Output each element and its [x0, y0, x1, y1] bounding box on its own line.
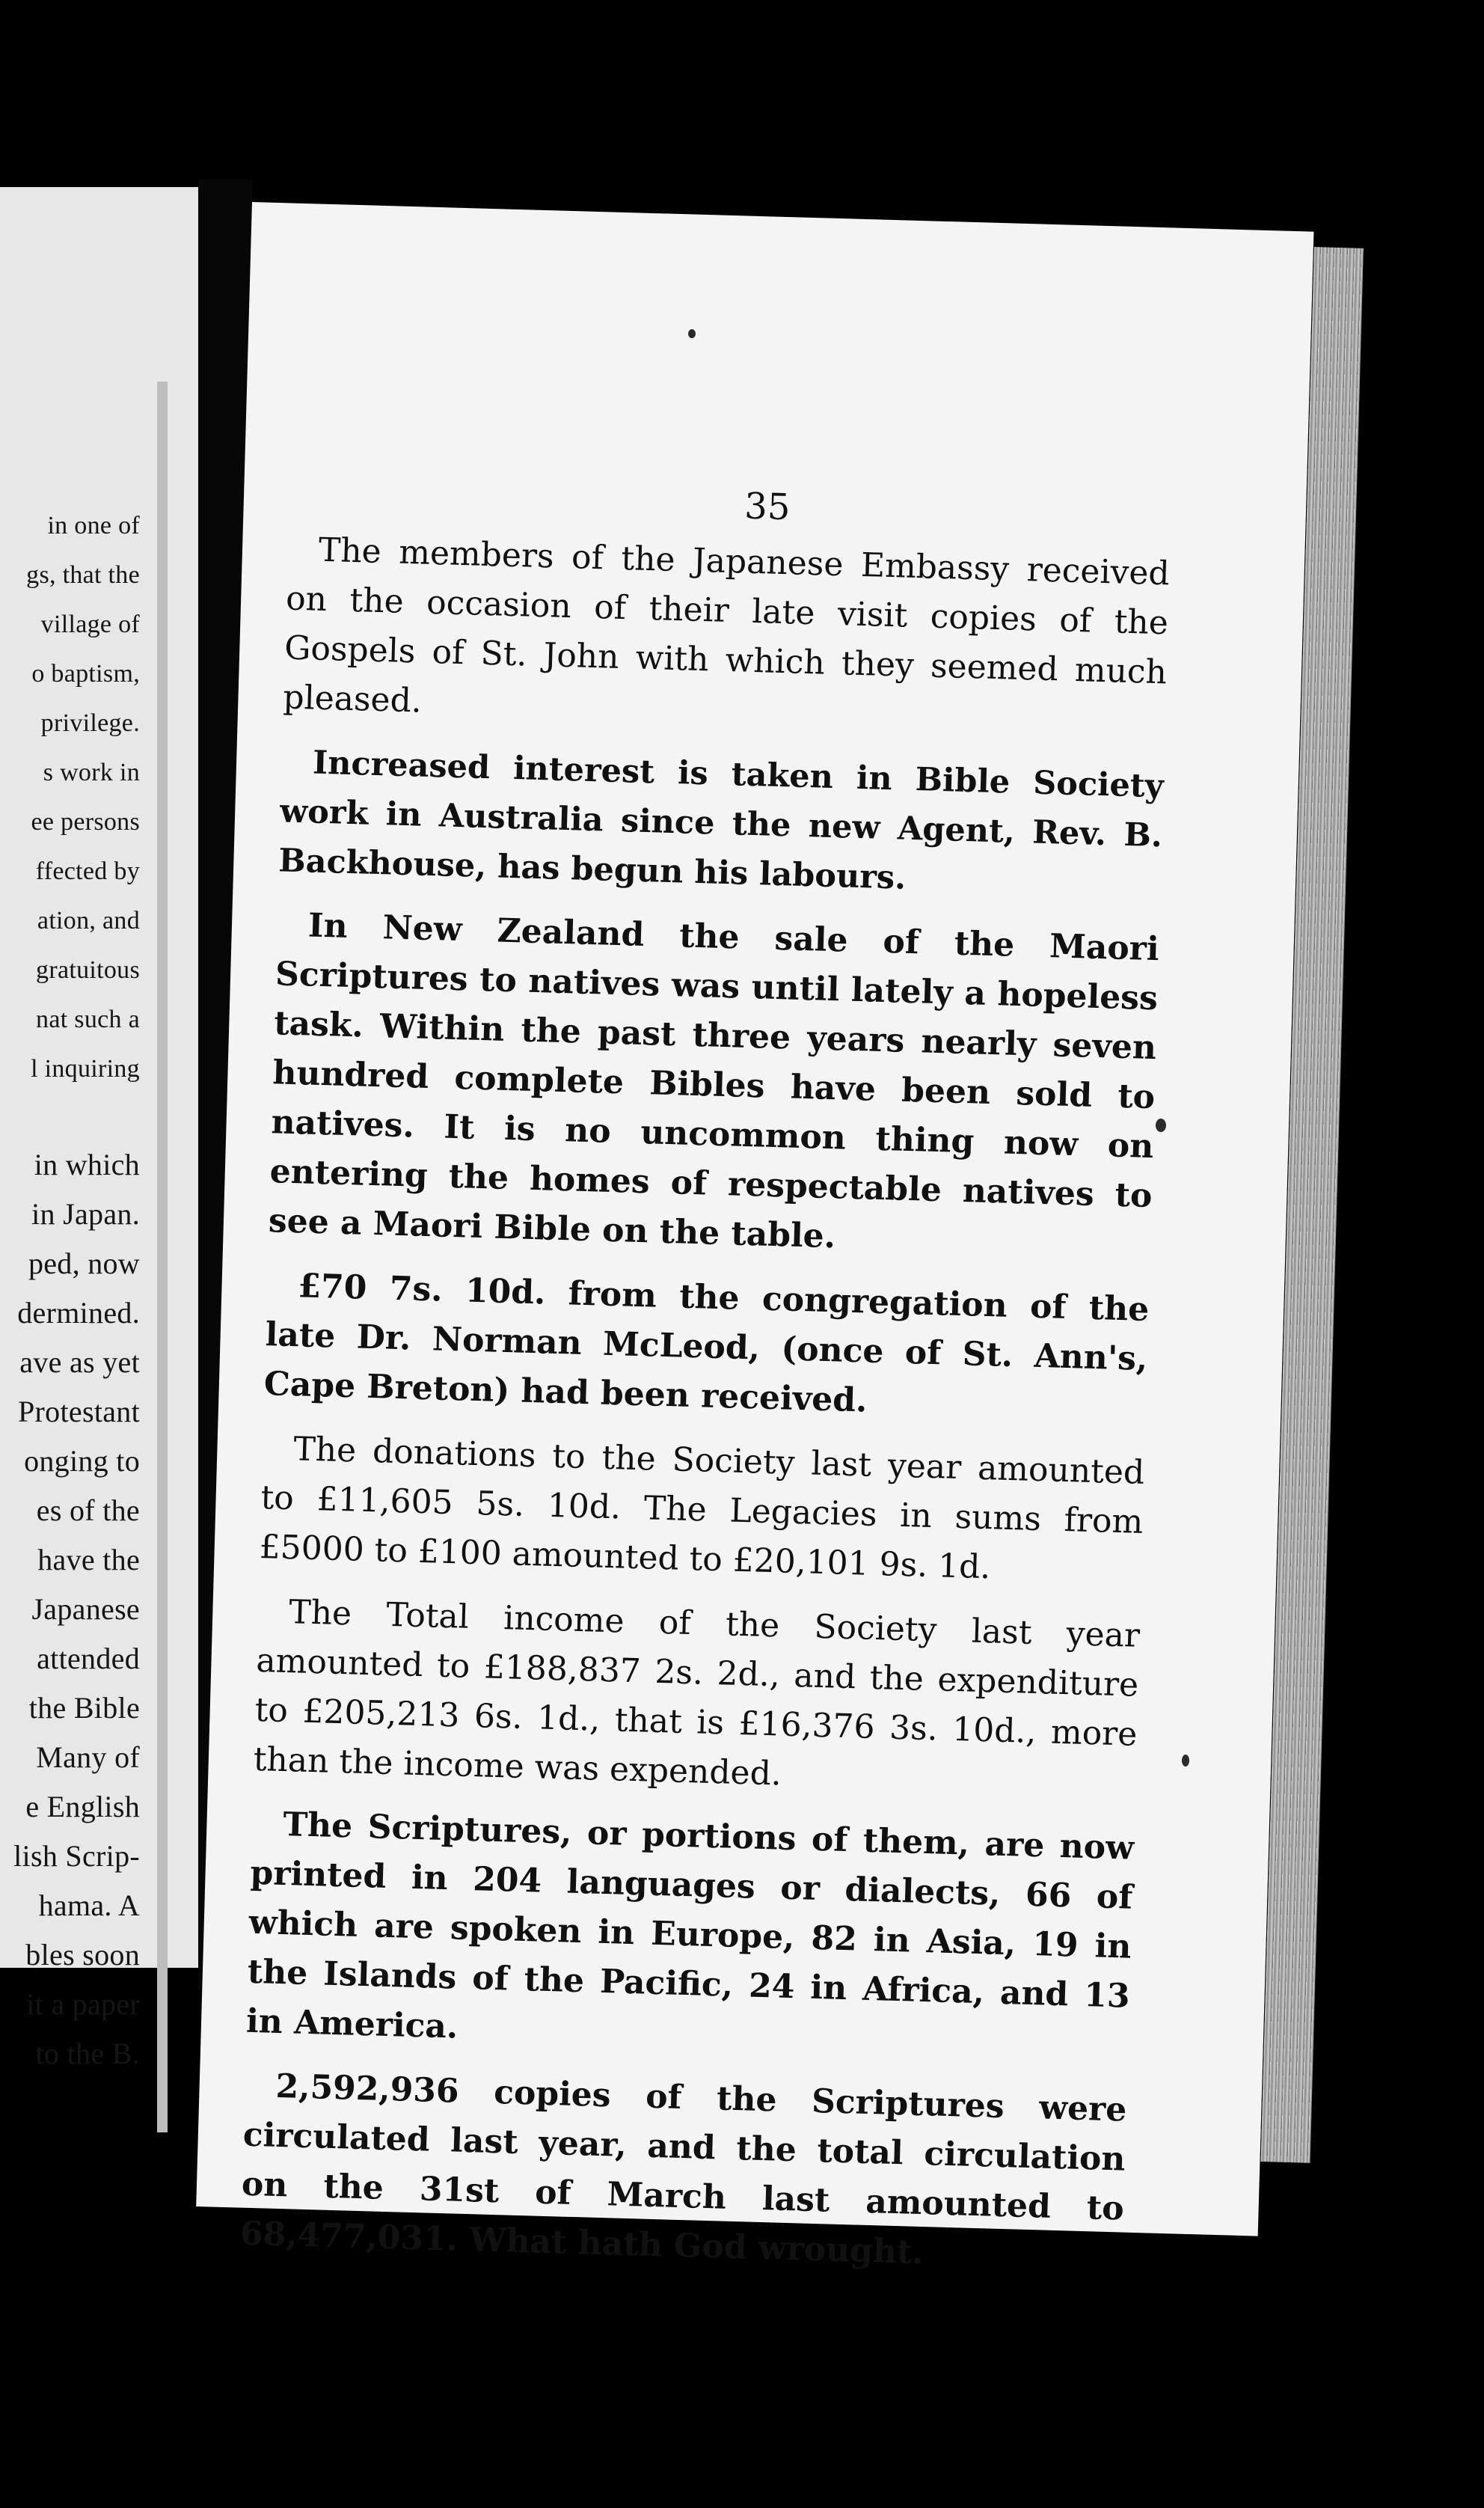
right-page: [196, 202, 1313, 2272]
left-line: Protestant: [18, 1395, 140, 1428]
left-line: have the: [37, 1543, 140, 1576]
left-page-text-top: [0, 501, 140, 2079]
left-facing-page: [0, 187, 198, 2070]
paragraph-new-zealand: In New Zealand the sale of the Maori Scriptures to natives was until lately a hopeless task. Within the past three years nearly seven hundred complete Bibles have been sold to natives. It is no uncommon thing now on entering the homes of respectable natives to see a Maori Bible on the table.: [268, 906, 1160, 1256]
film-speck: [1156, 1119, 1166, 1132]
left-line: ped, now: [28, 1247, 140, 1280]
page-curl-highlight: [157, 382, 168, 2132]
left-line: ffected by: [35, 857, 140, 885]
left-line: ee persons: [31, 808, 140, 836]
left-line: ation, and: [37, 907, 140, 935]
left-line: es of the: [36, 1493, 140, 1527]
left-line: Japanese: [31, 1592, 140, 1626]
paragraph-donations: The donations to the Society last year amounted to £11,605 5s. 10d. The Legacies in sums from £5000 to £100 amounted to £20,101 9s. 1d.: [259, 1430, 1145, 1587]
left-line: s work in: [43, 759, 140, 786]
left-line: Many of: [36, 1740, 140, 1774]
left-line: in which: [34, 1148, 140, 1181]
left-line: attended: [37, 1642, 140, 1675]
left-line: to the B.: [35, 2037, 140, 2070]
film-speck: [1182, 1755, 1189, 1767]
left-line: hama. A: [38, 1888, 140, 1922]
left-line: it a paper: [26, 1987, 140, 2021]
paragraph-congregation: £70 7s. 10d. from the congregation of the late Dr. Norman McLeod, (once of St. Ann's, Cape Breton) had been received.: [263, 1267, 1150, 1420]
left-line: in one of: [47, 512, 140, 539]
paragraph-circulation: 2,592,936 copies of the Scriptures were circulated last year, and the total circulation on the 31st of March last amounted to 68,477,031. What hath God wrought.: [239, 2067, 1127, 2272]
film-speck: [688, 329, 696, 338]
paragraph-japanese-embassy: The members of the Japanese Embassy received on the occasion of their late visit copies of the Gospels of St. John with which they seemed much pleased.: [282, 530, 1171, 721]
left-line: in Japan.: [31, 1197, 140, 1231]
left-line: village of: [40, 611, 140, 638]
left-line: the Bible: [28, 1691, 140, 1725]
left-line: dermined.: [17, 1296, 140, 1330]
left-line: gratuitous: [36, 956, 140, 984]
left-line: l inquiring: [31, 1055, 140, 1083]
page-number: 35: [743, 485, 791, 529]
left-line: e English: [25, 1790, 140, 1823]
left-line: gs, that the: [26, 561, 140, 589]
paragraph-languages: The Scriptures, or portions of them, are now printed in 204 languages or dialects, 66 of which are spoken in Europe, 82 in Asia, 19 in the Islands of the Pacific, 24 in Africa, and 13 in America.: [245, 1805, 1135, 2046]
page-body: [239, 525, 1171, 2299]
left-line: ave as yet: [19, 1345, 140, 1379]
paragraph-total-income: The Total income of the Society last year amounted to £188,837 2s. 2d., and the expenditure to £205,213 6s. 1d., that is £16,376 3s. 10d., more than the income was expended.: [253, 1593, 1141, 1793]
left-line: lish Scrip-: [13, 1839, 140, 1873]
left-line: bles soon: [25, 1938, 140, 1972]
left-line: privilege.: [40, 709, 140, 737]
left-line: nat such a: [36, 1006, 140, 1033]
paragraph-australia: Increased interest is taken in Bible Society work in Australia since the new Agent, Rev. B. Backhouse, has begun his labours.: [278, 744, 1165, 897]
left-line: onging to: [24, 1444, 140, 1478]
left-line: o baptism,: [31, 660, 140, 688]
